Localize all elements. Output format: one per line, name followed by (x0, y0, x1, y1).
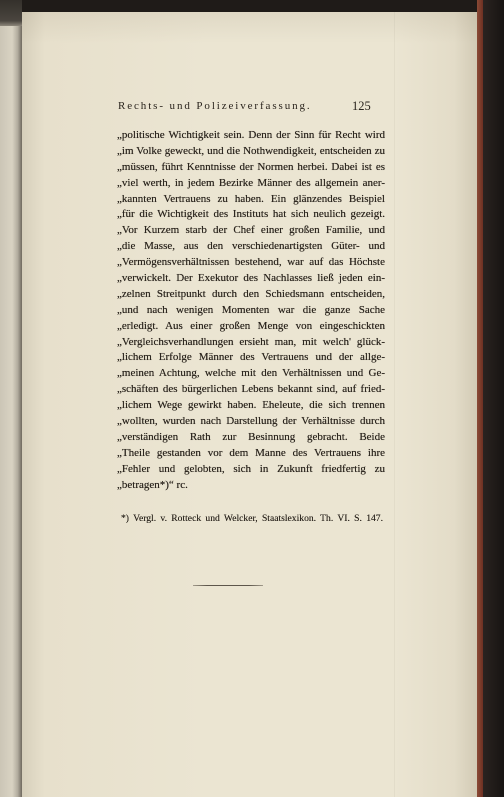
text-line: „Fehler und gelobten, sich in Zukunft friedfertig zu (117, 462, 385, 475)
text-line: „für die Wichtigkeit des Instituts hat sich neulich gezeigt. (117, 208, 385, 221)
body-text (117, 128, 385, 493)
text-line: „und nach wenigen Momenten war die ganze Sache (117, 303, 385, 316)
text-line: „zelnen Streitpunkt durch den Schiedsmann entscheiden, (117, 287, 385, 300)
text-line: „Theile gestanden vor dem Manne des Vertrauens ihre (117, 446, 385, 459)
text-line: „Vermögensverhältnissen bestehend, war auf das Höchste (117, 256, 385, 269)
text-line: „lichem Erfolge Männer des Vertrauens und der allge- (117, 351, 385, 364)
text-line: „erledigt. Aus einer großen Menge von eingeschickten (117, 319, 385, 332)
book-page (22, 12, 477, 797)
book-cover-edge (483, 0, 504, 797)
text-line: „im Volke geweckt, und die Nothwendigkeit, entscheiden zu (117, 144, 385, 157)
text-line: „verständigen Rath zur Besinnung gebracht. Beide (117, 430, 385, 443)
running-title: Rechts- und Polizeiverfassung. (118, 100, 312, 112)
footnote: *) Vergl. v. Rotteck und Welcker, Staatslexikon. Th. VI. S. 147. (121, 513, 383, 524)
facing-page-edge (0, 0, 22, 797)
text-line: „viel werth, in jedem Bezirke Männer des allgemein aner- (117, 176, 385, 189)
text-line: „politische Wichtigkeit sein. Denn der Sinn für Recht wird (117, 129, 385, 141)
ornamental-rule (193, 585, 263, 586)
text-line: „lichem Wege gewirkt haben. Eheleute, die sich trennen (117, 399, 385, 412)
text-line: „die Masse, aus den verschiedenartigsten Güter- und (117, 240, 385, 253)
text-line: „verwickelt. Der Exekutor des Nachlasses ließ jeden ein- (117, 272, 385, 285)
text-line: „wollten, wurden nach Darstellung der Verhältnisse durch (117, 415, 385, 428)
text-line-last: „betragen*)“ rc. (117, 478, 188, 491)
text-line: „Vergleichsverhandlungen ersieht man, mit welch' glück- (117, 335, 385, 348)
paper-crease (394, 12, 395, 797)
text-line: „müssen, führt Kenntnisse der Normen herbei. Dabei ist es (117, 160, 385, 173)
page-number: 125 (352, 99, 371, 113)
facing-page-corner-shadow (0, 0, 22, 26)
text-line: „schäften des bürgerlichen Lebens bekannt sind, auf fried- (117, 383, 385, 396)
text-line: „Vor Kurzem starb der Chef einer großen Familie, und (117, 224, 385, 237)
text-line: „meinen Achtung, welche mit den Verhältnissen und Ge- (117, 367, 385, 380)
text-line: „kannten Vertrauens zu haben. Ein glänzendes Beispiel (117, 192, 385, 205)
